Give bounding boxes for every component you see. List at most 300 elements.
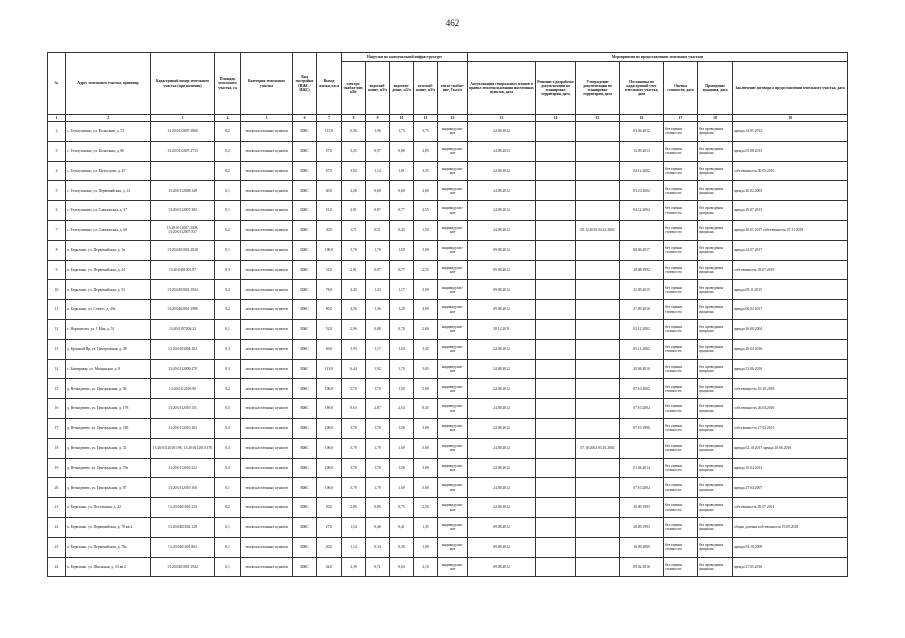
row-number: 23: [48, 537, 66, 557]
use-type-cell: ИЖС: [293, 220, 317, 240]
water-cell: 2,87: [366, 399, 390, 419]
use-type-cell: ИЖС: [293, 339, 317, 359]
water-cell: 1,70: [366, 418, 390, 438]
auction-cell: без проведения аукциона: [698, 141, 733, 161]
area-cell: 0,3: [215, 458, 241, 478]
valuation-cell: без оценки стоимости: [664, 537, 698, 557]
contract-cell: собственность 16.10.2018: [733, 379, 848, 399]
electric-cell: 2,96: [342, 319, 366, 339]
doc-approved-cell: 07.10.2002 03.10.2002: [576, 438, 620, 458]
cadastral-cell: 13:20:0112010:131: [151, 399, 215, 419]
plan-date-cell: 24.08.2012: [468, 418, 536, 438]
cadastral-cell: [151, 161, 215, 181]
plan-date-cell: 24.08.2012: [468, 399, 536, 419]
heat-cell: индивидуаль-ное: [438, 537, 468, 557]
contract-cell: аренда 06.02.2017: [733, 300, 848, 320]
column-number: 12: [438, 115, 468, 122]
sewer-cell: 1,50: [390, 478, 414, 498]
plan-date-cell: 24.08.2012: [468, 359, 536, 379]
column-number: 1: [48, 115, 66, 122]
valuation-cell: без оценки стоимости: [664, 181, 698, 201]
row-number: 16: [48, 399, 66, 419]
doc-approved-cell: [576, 260, 620, 280]
auction-cell: без проведения аукциона: [698, 220, 733, 240]
doc-decision-cell: [536, 557, 576, 577]
water-cell: 1,70: [366, 458, 390, 478]
cadastral-cell: 13:20:0401001:210: [151, 498, 215, 518]
cadastre-reg-cell: 20.09.1993: [620, 517, 664, 537]
cadastral-cell: 13:20:0112010:90: [151, 379, 215, 399]
cadastre-reg-cell: 09.02.2016: [620, 557, 664, 577]
heat-cell: индивидуаль-ное: [438, 122, 468, 142]
plan-date-cell: 09.08.2012: [468, 240, 536, 260]
table-row: [48, 161, 848, 181]
water-cell: 0,85: [366, 498, 390, 518]
plan-date-cell: 09.08.2012: [468, 260, 536, 280]
valuation-cell: без оценки стоимости: [664, 260, 698, 280]
doc-approved-cell: [576, 557, 620, 577]
water-cell: 1,70: [366, 478, 390, 498]
table-row: [48, 517, 848, 537]
water-cell: 0,68: [366, 181, 390, 201]
header-exit: Выход жилья, кв.м: [317, 53, 342, 115]
header-address: Адрес земельного участка, ориентир: [66, 53, 151, 115]
doc-decision-cell: [536, 122, 576, 142]
address-cell: с. Тельтушкино, ул. Первомайская, д. 14: [66, 181, 151, 201]
cadastre-reg-cell: [620, 438, 664, 458]
row-number: 3: [48, 141, 66, 161]
gas-cell: 2,60: [414, 319, 438, 339]
cadastral-cell: 13:20:0403001:1924: [151, 280, 215, 300]
row-number: 11: [48, 300, 66, 320]
cadastre-reg-cell: 08.06.2017: [620, 240, 664, 260]
use-type-cell: ИЖС: [293, 300, 317, 320]
electric-cell: 3,25: [342, 141, 366, 161]
category-cell: земли населенных пунктов: [241, 260, 293, 280]
row-number: 12: [48, 319, 66, 339]
use-type-cell: ИЖС: [293, 122, 317, 142]
header-no: №: [48, 53, 66, 115]
address-cell: п. Бериэшко, ул. Первомайская, д. 44: [66, 260, 151, 280]
cadastral-cell: 13:20:0112008:148: [151, 181, 215, 201]
cadastre-reg-cell: 03.04.2012: [620, 122, 664, 142]
electric-cell: 2,28: [342, 181, 366, 201]
auction-cell: без проведения аукциона: [698, 201, 733, 221]
column-number: 19: [733, 115, 848, 122]
use-type-cell: ИЖС: [293, 379, 317, 399]
valuation-cell: без оценки стоимости: [664, 359, 698, 379]
gas-cell: 5,00: [414, 458, 438, 478]
sewer-cell: 1,50: [390, 438, 414, 458]
exit-cell: 50,0: [317, 498, 342, 518]
header-cadastral: Кадастровый номер земельного участка (при наличии): [151, 53, 215, 115]
row-number: 13: [48, 339, 66, 359]
area-cell: 0,1: [215, 201, 241, 221]
category-cell: земли населенных пунктов: [241, 557, 293, 577]
use-type-cell: ИЖС: [293, 517, 317, 537]
area-cell: 0,1: [215, 537, 241, 557]
electric-cell: 5,70: [342, 418, 366, 438]
plan-date-cell: 24.08.2012: [468, 379, 536, 399]
valuation-cell: без оценки стоимости: [664, 141, 698, 161]
contract-cell: аренда 05.08.2013: [733, 141, 848, 161]
plan-date-cell: 24.08.2012: [468, 339, 536, 359]
row-number: 5: [48, 181, 66, 201]
doc-decision-cell: [536, 339, 576, 359]
address-cell: п. Бериэшко, ул. Первомайская, д. 78а: [66, 537, 151, 557]
category-cell: земли населенных пунктов: [241, 498, 293, 518]
column-number: 5: [241, 115, 293, 122]
heat-cell: индивидуаль-ное: [438, 478, 468, 498]
cadastre-reg-cell: 07.10.2002: [620, 379, 664, 399]
category-cell: земли населенных пунктов: [241, 240, 293, 260]
category-cell: земли населенных пунктов: [241, 300, 293, 320]
category-cell: земли населенных пунктов: [241, 537, 293, 557]
electric-cell: 2,91: [342, 260, 366, 280]
header-area: Площадь земельного участка, га: [215, 53, 241, 115]
sewer-cell: 1,01: [390, 161, 414, 181]
table-row: [48, 458, 848, 478]
valuation-cell: без оценки стоимости: [664, 122, 698, 142]
water-cell: 0,97: [366, 141, 390, 161]
gas-cell: 2,55: [414, 201, 438, 221]
electric-cell: 5,70: [342, 458, 366, 478]
address-cell: п. Бериэшко, ул. Первомайская, д. 70 кв.2: [66, 517, 151, 537]
doc-approved-cell: [576, 181, 620, 201]
electric-cell: 1,71: [342, 220, 366, 240]
column-number: 6: [293, 115, 317, 122]
address-cell: д. Вечкадюево, ул. Центральная, д. 178: [66, 399, 151, 419]
electric-cell: 1,14: [342, 537, 366, 557]
column-number: 14: [536, 115, 576, 122]
cadastre-reg-cell: [620, 220, 664, 240]
cadastre-reg-cell: 05.11.2002: [620, 339, 664, 359]
exit-cell: 67,0: [317, 161, 342, 181]
category-cell: земли населенных пунктов: [241, 418, 293, 438]
doc-decision-cell: [536, 438, 576, 458]
gas-cell: 4,00: [414, 300, 438, 320]
category-cell: земли населенных пунктов: [241, 399, 293, 419]
doc-approved-cell: [576, 537, 620, 557]
table-row: [48, 379, 848, 399]
category-cell: земли населенных пунктов: [241, 220, 293, 240]
cadastral-cell: 13:20:0112009:278: [151, 359, 215, 379]
category-cell: земли населенных пунктов: [241, 438, 293, 458]
cadastral-cell: 13:20:0112010:163: [151, 418, 215, 438]
cadastre-reg-cell: 02.12.2002: [620, 319, 664, 339]
cadastral-cell: 13:20:0112007:1860: [151, 122, 215, 142]
doc-decision-cell: [536, 458, 576, 478]
auction-cell: без проведения аукциона: [698, 300, 733, 320]
sewer-cell: 0,30: [390, 537, 414, 557]
electric-cell: 4,56: [342, 300, 366, 320]
valuation-cell: без оценки стоимости: [664, 517, 698, 537]
doc-approved-cell: [576, 379, 620, 399]
category-cell: земли населенных пунктов: [241, 478, 293, 498]
doc-approved-cell: [576, 359, 620, 379]
heat-cell: индивидуаль-ное: [438, 300, 468, 320]
address-cell: д. Красный Яр, ул. Центральная, д. 49: [66, 339, 151, 359]
plan-date-cell: 24.08.2012: [468, 478, 536, 498]
category-cell: земли населенных пунктов: [241, 458, 293, 478]
sewer-cell: 1,70: [390, 359, 414, 379]
cadastral-cell: 13:20:0401001:1942: [151, 557, 215, 577]
heat-cell: индивидуаль-ное: [438, 280, 468, 300]
valuation-cell: без оценки стоимости: [664, 339, 698, 359]
table-row: [48, 141, 848, 161]
address-cell: д. Вечкадюево, ул. Центральная, д. 31: [66, 438, 151, 458]
exit-cell: 27,0: [317, 517, 342, 537]
column-number: 9: [366, 115, 390, 122]
exit-cell: 113,0: [317, 359, 342, 379]
use-type-cell: ИЖС: [293, 458, 317, 478]
gas-cell: 5,00: [414, 379, 438, 399]
row-number: 7: [48, 220, 66, 240]
area-cell: 0,3: [215, 260, 241, 280]
contract-cell: аренда 02.10.2017 аренда 10.06.2016: [733, 438, 848, 458]
electric-cell: 2,85: [342, 498, 366, 518]
plan-date-cell: 09.08.2012: [468, 557, 536, 577]
cadastral-cell: 13:20:0112007:3308, 13:20:0112007:517: [151, 220, 215, 240]
contract-cell: аренда 10.01.2017 собственность 07.11.2019: [733, 220, 848, 240]
doc-approved-cell: 05.12.2016 04.12.2002: [576, 220, 620, 240]
header-doc-approved: Утверждение документации по планировке территории, дата: [576, 62, 620, 115]
contract-cell: собственность 03.07.2019: [733, 260, 848, 280]
auction-cell: без проведения аукциона: [698, 181, 733, 201]
valuation-cell: без оценки стоимости: [664, 280, 698, 300]
cadastral-cell: 13:20:0112010:160: [151, 478, 215, 498]
area-cell: 0,2: [215, 141, 241, 161]
header-category: Категория земельного участка: [241, 53, 293, 115]
doc-approved-cell: [576, 141, 620, 161]
auction-cell: без проведения аукциона: [698, 557, 733, 577]
table-row: [48, 498, 848, 518]
column-number: 18: [698, 115, 733, 122]
exit-cell: 80,0: [317, 300, 342, 320]
doc-decision-cell: [536, 537, 576, 557]
sewer-cell: 2,54: [390, 399, 414, 419]
doc-decision-cell: [536, 478, 576, 498]
use-type-cell: ИЖС: [293, 141, 317, 161]
area-cell: 0,3: [215, 438, 241, 458]
gas-cell: 1,50: [414, 220, 438, 240]
area-cell: 0,1: [215, 517, 241, 537]
use-type-cell: ИЖС: [293, 201, 317, 221]
auction-cell: без проведения аукциона: [698, 339, 733, 359]
address-cell: п. Бериэшко, ул. Первомайская, д. 1в: [66, 240, 151, 260]
heat-cell: индивидуаль-ное: [438, 458, 468, 478]
column-number: 2: [66, 115, 151, 122]
contract-cell: общая долевая собственность 19.09.2018: [733, 517, 848, 537]
area-cell: 0,3: [215, 339, 241, 359]
sewer-cell: 0,45: [390, 220, 414, 240]
table-row: [48, 300, 848, 320]
valuation-cell: без оценки стоимости: [664, 418, 698, 438]
heat-cell: индивидуаль-ное: [438, 161, 468, 181]
table-row: [48, 220, 848, 240]
header-sewer: водоотве-дение, м3/ч: [390, 62, 414, 115]
exit-cell: 20,0: [317, 537, 342, 557]
category-cell: земли населенных пунктов: [241, 280, 293, 300]
row-number: 20: [48, 478, 66, 498]
heat-cell: индивидуаль-ное: [438, 379, 468, 399]
sewer-cell: 1,50: [390, 379, 414, 399]
exit-cell: 51,0: [317, 260, 342, 280]
water-cell: 0,87: [366, 260, 390, 280]
water-cell: 0,34: [366, 537, 390, 557]
row-number: 15: [48, 379, 66, 399]
gas-cell: 1,00: [414, 537, 438, 557]
use-type-cell: ИЖС: [293, 240, 317, 260]
auction-cell: без проведения аукциона: [698, 517, 733, 537]
sewer-cell: 0,60: [390, 181, 414, 201]
cadastral-cell: 13:20:0401001:2028: [151, 240, 215, 260]
doc-approved-cell: [576, 498, 620, 518]
address-cell: с. Тельтушкино, ул. Мухоедова, д. 47: [66, 161, 151, 181]
water-cell: 1,70: [366, 379, 390, 399]
auction-cell: без проведения аукциона: [698, 359, 733, 379]
water-cell: 0,71: [366, 557, 390, 577]
auction-cell: без проведения аукциона: [698, 399, 733, 419]
land-plots-table: [47, 52, 848, 577]
cadastral-cell: 13:20:0103004:102: [151, 339, 215, 359]
electric-cell: 6,56: [342, 122, 366, 142]
plan-date-cell: 24.08.2012: [468, 220, 536, 240]
auction-cell: без проведения аукциона: [698, 122, 733, 142]
area-cell: 0,2: [215, 122, 241, 142]
area-cell: 0,1: [215, 557, 241, 577]
column-number-row: [48, 115, 848, 122]
cadastral-cell: 13:20:0112007:2753: [151, 141, 215, 161]
exit-cell: 100,0: [317, 438, 342, 458]
gas-cell: 5,75: [414, 122, 438, 142]
electric-cell: 9,63: [342, 399, 366, 419]
heat-cell: индивидуаль-ное: [438, 240, 468, 260]
gas-cell: 5,00: [414, 438, 438, 458]
water-cell: 1,92: [366, 359, 390, 379]
table-row: [48, 557, 848, 577]
cadastre-reg-cell: 03.10.2002: [620, 181, 664, 201]
exit-cell: 51,0: [317, 201, 342, 221]
table-row: [48, 478, 848, 498]
doc-approved-cell: [576, 201, 620, 221]
auction-cell: без проведения аукциона: [698, 418, 733, 438]
gas-cell: 2,85: [414, 141, 438, 161]
contract-cell: аренда 09.11.2015: [733, 280, 848, 300]
cadastral-cell: 13:20:0401001:802: [151, 537, 215, 557]
exit-cell: 100,0: [317, 478, 342, 498]
cadastral-cell: 13:20:0402001:1986: [151, 300, 215, 320]
table-row: [48, 240, 848, 260]
row-number: 8: [48, 240, 66, 260]
header-engineering: Нагрузки по коммунальной инфраструктуре: [342, 53, 468, 62]
water-cell: 1,70: [366, 438, 390, 458]
water-cell: 0,88: [366, 319, 390, 339]
table-row: [48, 359, 848, 379]
valuation-cell: без оценки стоимости: [664, 557, 698, 577]
sewer-cell: 0,75: [390, 498, 414, 518]
address-cell: с. Нарзматова, ул. 1 Мая, д. 51: [66, 319, 151, 339]
contract-cell: аренда 14.05.2012: [733, 122, 848, 142]
table-row: [48, 181, 848, 201]
header-water: водоснаб-жение, м3/ч: [366, 62, 390, 115]
sewer-cell: 0,77: [390, 201, 414, 221]
address-cell: д. Вечкадюево, ул. Центральная, д. 87: [66, 478, 151, 498]
valuation-cell: без оценки стоимости: [664, 379, 698, 399]
doc-approved-cell: [576, 161, 620, 181]
category-cell: земли населенных пунктов: [241, 122, 293, 142]
category-cell: земли населенных пунктов: [241, 339, 293, 359]
use-type-cell: ИЖС: [293, 319, 317, 339]
area-cell: 0,2: [215, 280, 241, 300]
electric-cell: 5,70: [342, 478, 366, 498]
gas-cell: 2,00: [414, 181, 438, 201]
cadastre-reg-cell: 16.09.2009: [620, 537, 664, 557]
doc-decision-cell: [536, 161, 576, 181]
doc-approved-cell: [576, 478, 620, 498]
plan-date-cell: 09.08.2012: [468, 300, 536, 320]
gas-cell: 3,90: [414, 280, 438, 300]
address-cell: с. Тельтушкино, ул. Саказовская, д. 60: [66, 220, 151, 240]
area-cell: 0,1: [215, 319, 241, 339]
gas-cell: 5,00: [414, 240, 438, 260]
gas-cell: 1,35: [414, 517, 438, 537]
address-cell: с. Бишарикау, ул. Мещанская, д. 8: [66, 359, 151, 379]
heat-cell: индивидуаль-ное: [438, 359, 468, 379]
area-cell: 0,2: [215, 300, 241, 320]
contract-cell: аренда 23.06.2016: [733, 359, 848, 379]
heat-cell: индивидуаль-ное: [438, 418, 468, 438]
row-number: 14: [48, 359, 66, 379]
doc-decision-cell: [536, 418, 576, 438]
area-cell: 0,3: [215, 418, 241, 438]
row-number: 22: [48, 517, 66, 537]
cadastre-reg-cell: 20.08.1992: [620, 260, 664, 280]
column-number: 7: [317, 115, 342, 122]
use-type-cell: ИЖС: [293, 399, 317, 419]
plan-date-cell: 24.08.2013: [468, 141, 536, 161]
sewer-cell: 1,50: [390, 418, 414, 438]
address-cell: п. Бериэшко, ул. Школьная, д. 33 кв.2: [66, 557, 151, 577]
sewer-cell: 1,50: [390, 458, 414, 478]
address-cell: д. Вечкадюево, ул. Центральная, д. 36: [66, 379, 151, 399]
doc-decision-cell: [536, 517, 576, 537]
auction-cell: без проведения аукциона: [698, 537, 733, 557]
contract-cell: аренда 20.02.2003: [733, 181, 848, 201]
heat-cell: индивидуаль-ное: [438, 517, 468, 537]
doc-approved-cell: [576, 319, 620, 339]
column-number: 15: [576, 115, 620, 122]
valuation-cell: без оценки стоимости: [664, 201, 698, 221]
area-cell: 0,2: [215, 498, 241, 518]
category-cell: земли населенных пунктов: [241, 359, 293, 379]
plan-date-cell: 24.08.2012: [468, 498, 536, 518]
exit-cell: 100,0: [317, 379, 342, 399]
use-type-cell: ИЖС: [293, 260, 317, 280]
table-row: [48, 280, 848, 300]
exit-cell: 169,0: [317, 399, 342, 419]
valuation-cell: без оценки стоимости: [664, 300, 698, 320]
sewer-cell: 0,41: [390, 517, 414, 537]
contract-cell: аренда 27.05.2016: [733, 557, 848, 577]
address-cell: п. Бериэшко, ул. Поселковая, д. 22: [66, 498, 151, 518]
auction-cell: без проведения аукциона: [698, 438, 733, 458]
electric-cell: 5,70: [342, 240, 366, 260]
header-use-type: Вид постройки (ИЖС / ИЖС): [293, 53, 317, 115]
sewer-cell: 1,50: [390, 240, 414, 260]
exit-cell: 100,0: [317, 458, 342, 478]
table-row: [48, 438, 848, 458]
